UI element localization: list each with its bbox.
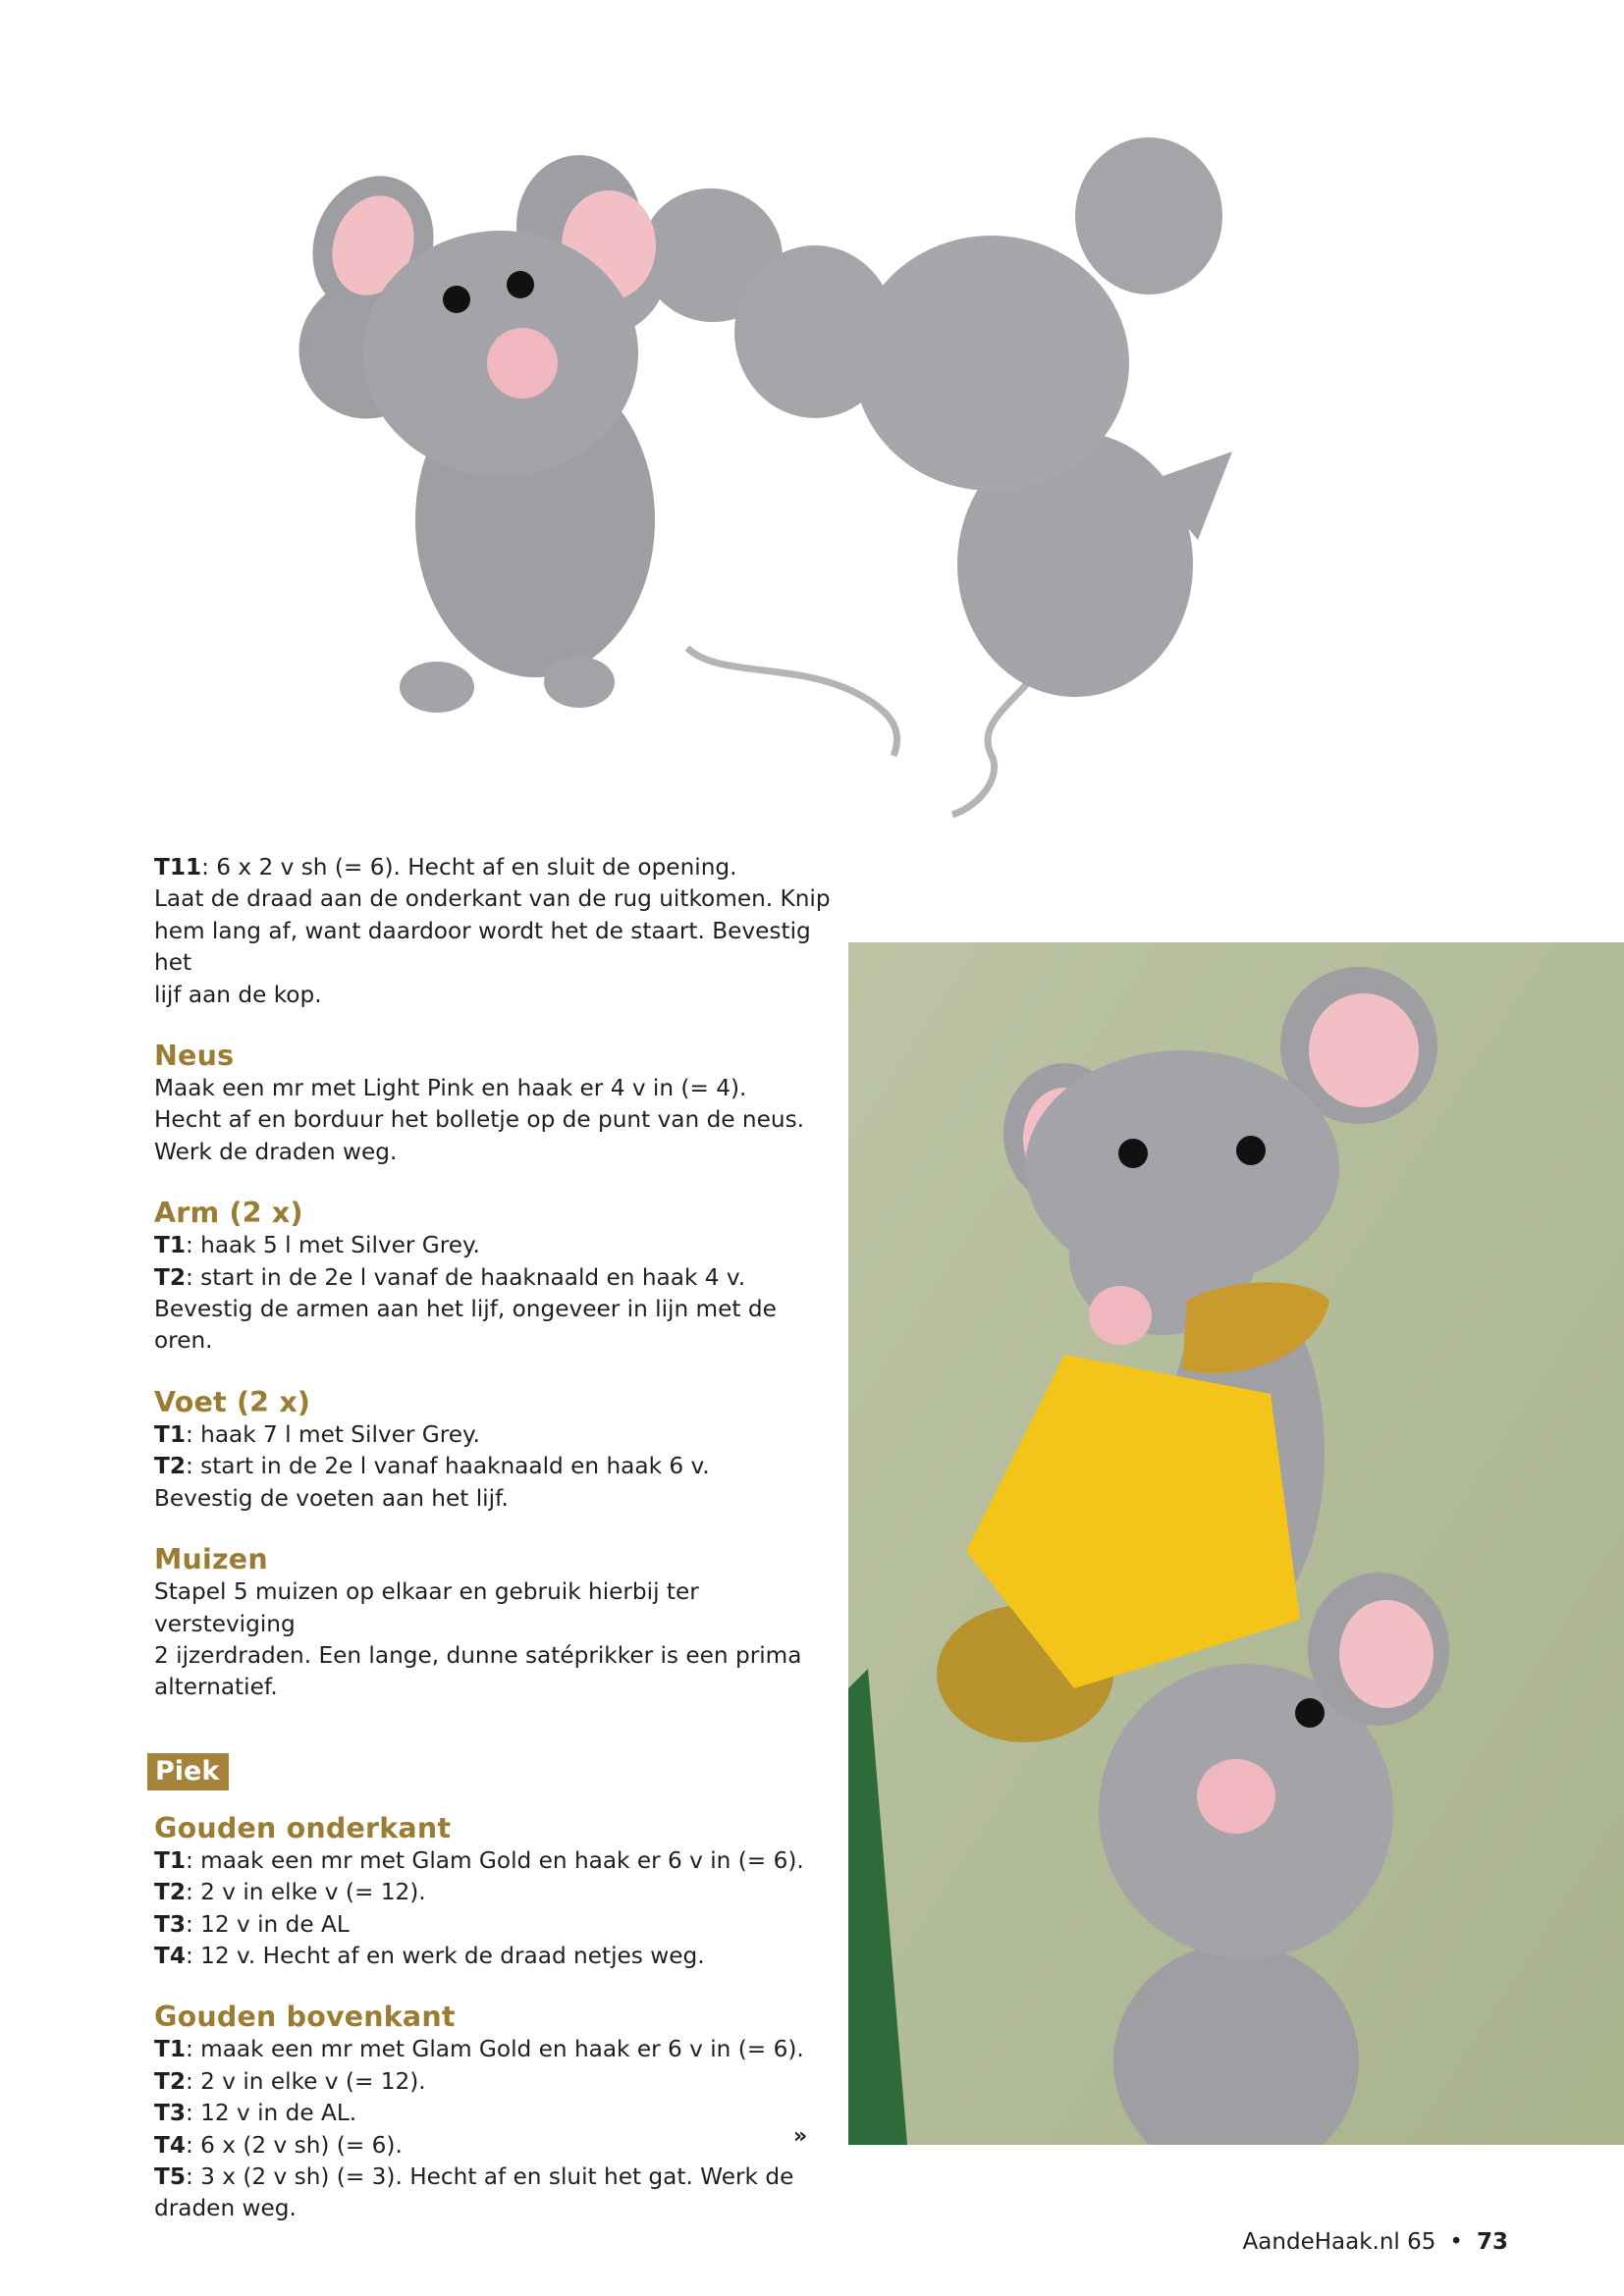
round-line: T4: 6 x (2 v sh) (= 6). [154, 2131, 403, 2159]
round-line: T2: start in de 2e l vanaf haaknaald en haak 6 v. [154, 1453, 710, 1480]
row-label: T1 [154, 1232, 186, 1259]
page-footer [1243, 2229, 1508, 2255]
section-piek [154, 1753, 832, 1790]
row-label: T4 [154, 2131, 186, 2159]
section-heading: Muizen [154, 1543, 268, 1576]
body-line: lijf aan de kop. [154, 981, 322, 1008]
section-voet [154, 1386, 832, 1515]
section-heading: Voet (2 x) [154, 1385, 311, 1418]
body-line: alternatief. [154, 1674, 278, 1701]
section-t11 [154, 852, 832, 1011]
body-line: Bevestig de armen aan het lijf, ongeveer in lijn met de oren. [154, 1296, 777, 1355]
section-heading: Neus [154, 1040, 235, 1073]
row-label: T1 [154, 1846, 186, 1874]
body-line: Werk de draden weg. [154, 1138, 398, 1165]
pattern-text-column [154, 852, 832, 2225]
t11-line: T11: 6 x 2 v sh (= 6). Hecht af en sluit de opening. [154, 854, 737, 881]
body-line: hem lang af, want daardoor wordt het de staart. Bevestig het [154, 917, 811, 977]
round-line: T1: haak 7 l met Silver Grey. [154, 1420, 480, 1448]
round-line: T3: 12 v in de AL. [154, 2100, 357, 2127]
row-label: T3 [154, 1910, 186, 1938]
row-label: T3 [154, 2100, 186, 2127]
body-line: Hecht af en borduur het bolletje op de punt van de neus. [154, 1106, 805, 1134]
footer-bullet: • [1449, 2229, 1463, 2255]
section-muizen [154, 1543, 832, 1704]
body-line: Maak een mr met Light Pink en haak er 4 v in (= 4). [154, 1075, 747, 1102]
row-label: T11 [154, 854, 202, 881]
row-label: T2 [154, 1879, 186, 1906]
mouse-back-view [734, 137, 1232, 815]
row-label: T5 [154, 2163, 186, 2190]
body-line: Stapel 5 muizen op elkaar en gebruik hierbij ter versteviging [154, 1578, 699, 1637]
row-label: T4 [154, 1942, 186, 1969]
round-line: T2: start in de 2e l vanaf de haaknaald en haak 4 v. [154, 1263, 746, 1291]
section-neus [154, 1040, 832, 1168]
row-label: T2 [154, 2067, 186, 2095]
continue-marker: » [793, 2124, 808, 2149]
row-label: T2 [154, 1453, 186, 1480]
body-line: draden weg. [154, 2195, 297, 2222]
round-line: T3: 12 v in de AL [154, 1910, 350, 1938]
mouse-front-view [273, 155, 896, 756]
piek-badge: Piek [147, 1753, 229, 1790]
body-line: Bevestig de voeten aan het lijf. [154, 1484, 509, 1512]
round-line: T1: maak een mr met Glam Gold en haak er 6 v in (= 6). [154, 1846, 804, 1874]
section-gouden-bovenkant [154, 2001, 832, 2224]
page-number: 73 [1476, 2229, 1508, 2255]
round-line: T1: maak een mr met Glam Gold en haak er 6 v in (= 6). [154, 2036, 804, 2063]
row-label: T1 [154, 1420, 186, 1448]
body-line: 2 ijzerdraden. Een lange, dunne satéprikker is een prima [154, 1641, 802, 1669]
section-heading: Gouden onderkant [154, 1811, 452, 1844]
row-label: T2 [154, 1263, 186, 1291]
section-heading: Arm (2 x) [154, 1197, 303, 1230]
body-line: Laat de draad aan de onderkant van de rug uitkomen. Knip [154, 885, 831, 913]
round-line: T2: 2 v in elke v (= 12). [154, 2067, 426, 2095]
round-line: T5: 3 x (2 v sh) (= 3). Hecht af en sluit het gat. Werk de [154, 2163, 794, 2190]
section-arm [154, 1197, 832, 1358]
mice-photo-top [265, 128, 1424, 844]
section-gouden-onderkant [154, 1812, 832, 1973]
round-line: T1: haak 5 l met Silver Grey. [154, 1232, 480, 1259]
stacked-mice-photo [848, 942, 1624, 2145]
section-heading: Gouden bovenkant [154, 2001, 456, 2034]
round-line: T4: 12 v. Hecht af en werk de draad netjes weg. [154, 1942, 705, 1969]
footer-site: AandeHaak.nl 65 [1242, 2229, 1436, 2255]
row-label: T1 [154, 2036, 186, 2063]
round-line: T2: 2 v in elke v (= 12). [154, 1879, 426, 1906]
